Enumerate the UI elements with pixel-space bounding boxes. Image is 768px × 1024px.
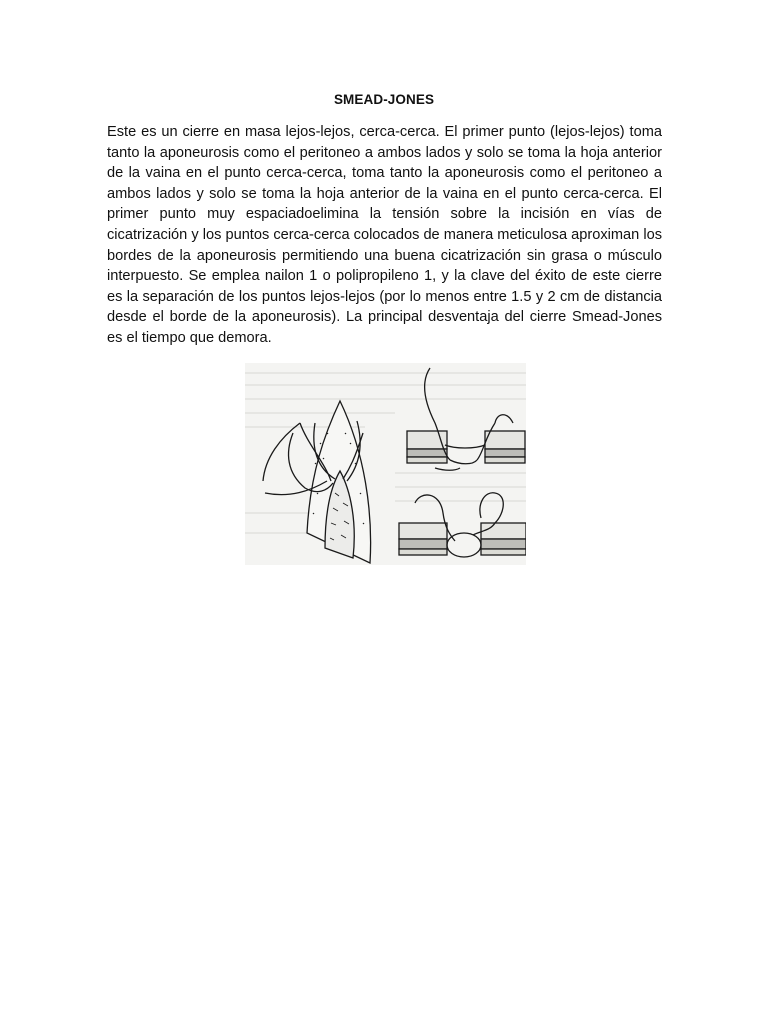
body-paragraph: Este es un cierre en masa lejos-lejos, cerca-cerca. El primer punto (lejos-lejos) toma tanto la aponeurosis como el peritoneo a ambos lados y solo se toma la hoja anterior de la vaina en el punto cerca-cerca, toma tanto la aponeurosis como el peritoneo a ambos lados y solo se toma la hoja anterior de la vaina en el punto cerca-cerca. El primer punto muy espaciadoelimina la tensión sobre la incisión en vías de cicatrización y los puntos cerca-cerca colocados de manera meticulosa aproximan los bordes de la aponeurosis permitiendo una buena cicatrización sin grasa o músculo interpuesto. Se emplea nailon 1 o polipropileno 1, y la clave del éxito de este cierre es la separación de los puntos lejos-lejos (por lo menos entre 1.5 y 2 cm de distancia desde el borde de la aponeurosis). La principal desventaja del cierre Smead-Jones es el tiempo que demora. — [107, 124, 662, 346]
scan-texture — [245, 373, 526, 533]
suture-illustration-svg — [245, 363, 526, 565]
bottom-cross-section — [399, 493, 526, 557]
incision-drawing — [263, 401, 371, 563]
top-cross-section — [407, 368, 525, 470]
suture-illustration — [245, 363, 526, 565]
page-title: SMEAD-JONES — [333, 92, 435, 107]
